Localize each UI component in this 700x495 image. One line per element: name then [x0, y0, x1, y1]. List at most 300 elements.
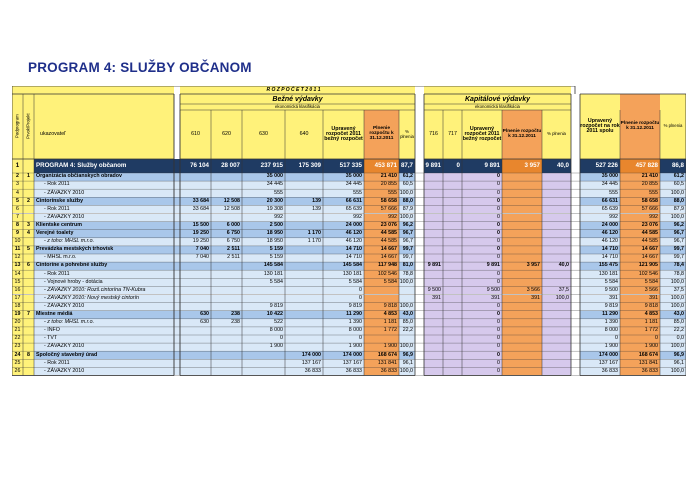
cell-pp — [23, 181, 34, 189]
cell-n: 12 — [12, 254, 23, 262]
cell-kp — [502, 351, 542, 359]
cell-sp: 391 — [620, 295, 660, 303]
cell-v640 — [285, 335, 323, 343]
cell-label: - Rok 2011 — [34, 270, 180, 278]
cell-label: - ZÁVAZKY 2010 — [34, 303, 180, 311]
cell-v620 — [211, 189, 242, 197]
cell-su: 0 — [580, 335, 620, 343]
cell-v610: 33 684 — [180, 197, 211, 205]
cell-v630: 5 584 — [242, 278, 285, 286]
cell-v640: 36 833 — [285, 367, 323, 375]
cell-v716 — [424, 254, 443, 262]
header-prvok: Prvok/Projekt — [25, 113, 31, 140]
cell-v630: 9 819 — [242, 303, 285, 311]
cell-su: 137 167 — [580, 359, 620, 367]
cell-bp: 5 584 — [364, 278, 399, 286]
header-bezne: Bežné výdavky — [272, 95, 323, 103]
cell-ku: 0 — [462, 367, 502, 375]
cell-v620 — [211, 343, 242, 351]
cell-ku: 0 — [462, 359, 502, 367]
cell-bu: 0 — [323, 286, 364, 294]
cell-n: 6 — [12, 205, 23, 213]
column-gap — [415, 86, 424, 376]
cell-bpct: 87,9 — [399, 205, 415, 213]
cell-v610 — [180, 189, 211, 197]
cell-v717 — [443, 214, 462, 222]
cell-label: Prevádzka mestských trhovísk — [34, 246, 180, 254]
cell-v716 — [424, 238, 443, 246]
cell-spct: 100,0 — [660, 295, 686, 303]
cell-spct: 96,9 — [660, 351, 686, 359]
cell-ku: 0 — [462, 319, 502, 327]
cell-v620 — [211, 295, 242, 303]
cell-n: 14 — [12, 270, 23, 278]
cell-v717 — [443, 262, 462, 270]
cell-v630: 555 — [242, 189, 285, 197]
cell-bp: 44 585 — [364, 238, 399, 246]
header-ek-klas-bezne: ekonomická klasifikácia — [275, 104, 320, 109]
cell-v630 — [242, 367, 285, 375]
cell-v610: 630 — [180, 319, 211, 327]
cell-v610 — [180, 359, 211, 367]
cell-v620: 238 — [211, 311, 242, 319]
cell-v640 — [285, 262, 323, 270]
cell-v716 — [424, 173, 443, 181]
cell-v640 — [285, 327, 323, 335]
cell-v716 — [424, 278, 443, 286]
cell-bp: 9 818 — [364, 303, 399, 311]
cell-bu: 11 290 — [323, 311, 364, 319]
cell-label: - z toho: MHSL m.r.o. — [34, 238, 180, 246]
cell-bp — [364, 335, 399, 343]
cell-bp: 1 181 — [364, 319, 399, 327]
cell-sp: 102 546 — [620, 270, 660, 278]
cell-kp: 391 — [502, 295, 542, 303]
cell-v620: 12 508 — [211, 205, 242, 213]
cell-pp — [23, 238, 34, 246]
cell-v630: 522 — [242, 319, 285, 327]
cell-v630: 20 300 — [242, 197, 285, 205]
cell-n: 19 — [12, 311, 23, 319]
cell-su: 1 390 — [580, 319, 620, 327]
cell-v620: 6 750 — [211, 230, 242, 238]
cell-label: Organizácia občianskych obradov — [34, 173, 180, 181]
cell-kp — [502, 214, 542, 222]
cell-kpct: 100,0 — [542, 295, 571, 303]
cell-v620: 6 750 — [211, 238, 242, 246]
cell-spct: 99,7 — [660, 254, 686, 262]
cell-kp — [502, 278, 542, 286]
cell-pp: 3 — [23, 222, 34, 230]
cell-v610 — [180, 173, 211, 181]
cell-v620 — [211, 359, 242, 367]
cell-v716 — [424, 214, 443, 222]
page-title: PROGRAM 4: SLUŽBY OBČANOM — [28, 60, 252, 75]
cell-bp: 21 410 — [364, 173, 399, 181]
cell-v640 — [285, 222, 323, 230]
cell-sp: 1 900 — [620, 343, 660, 351]
cell-n: 21 — [12, 327, 23, 335]
cell-kp — [502, 189, 542, 197]
cell-v610: 15 500 — [180, 222, 211, 230]
cell-v620: 28 007 — [211, 159, 242, 173]
cell-kpct — [542, 335, 571, 343]
cell-pp — [23, 303, 34, 311]
cell-v630: 18 950 — [242, 230, 285, 238]
cell-sp: 457 828 — [620, 159, 660, 173]
cell-kp: 3 957 — [502, 262, 542, 270]
cell-spct: 96,2 — [660, 222, 686, 230]
cell-su: 174 000 — [580, 351, 620, 359]
cell-pp — [23, 319, 34, 327]
cell-v610: 76 104 — [180, 159, 211, 173]
cell-v640: 175 309 — [285, 159, 323, 173]
cell-n: 18 — [12, 303, 23, 311]
cell-label: - ZÁVAZKY 2010: Rozš.cintorína TN-Kubra — [34, 286, 180, 294]
cell-label: - ZÁVAZKY 2010 — [34, 343, 180, 351]
cell-v717 — [443, 286, 462, 294]
cell-v716: 9 891 — [424, 262, 443, 270]
cell-su: 1 900 — [580, 343, 620, 351]
cell-bpct: 99,7 — [399, 246, 415, 254]
header-kapitalove: Kapitálové výdavky — [465, 95, 530, 103]
cell-n: 4 — [12, 189, 23, 197]
cell-sp: 5 584 — [620, 278, 660, 286]
cell-kpct — [542, 222, 571, 230]
cell-v620 — [211, 270, 242, 278]
cell-v717 — [443, 173, 462, 181]
cell-ku: 0 — [462, 351, 502, 359]
cell-kpct — [542, 254, 571, 262]
cell-kpct — [542, 181, 571, 189]
cell-v716 — [424, 343, 443, 351]
cell-v620: 6 000 — [211, 222, 242, 230]
cell-bpct: 88,0 — [399, 197, 415, 205]
cell-bu: 0 — [323, 295, 364, 303]
cell-v610 — [180, 351, 211, 359]
cell-bpct: 100,0 — [399, 343, 413, 350]
cell-v717 — [443, 222, 462, 230]
cell-label: Klientske centrum — [34, 222, 180, 230]
cell-kp — [502, 254, 542, 262]
cell-v716 — [424, 189, 443, 197]
cell-v620 — [211, 327, 242, 335]
cell-sp: 14 667 — [620, 246, 660, 254]
cell-spct: 96,1 — [660, 359, 686, 367]
cell-spct: 96,7 — [660, 230, 686, 238]
cell-v717 — [443, 303, 462, 311]
cell-ku: 9 500 — [462, 286, 502, 294]
cell-kp — [502, 335, 542, 343]
cell-n: 16 — [12, 286, 23, 294]
cell-v630: 5 159 — [242, 254, 285, 262]
cell-su: 14 710 — [580, 254, 620, 262]
cell-v716 — [424, 303, 443, 311]
cell-kpct — [542, 367, 571, 375]
cell-bp: 1 772 — [364, 327, 399, 335]
cell-v717 — [443, 367, 462, 375]
cell-sp: 1 772 — [620, 327, 660, 335]
cell-su: 46 120 — [580, 238, 620, 246]
cell-label: - Rok 2011 — [34, 359, 180, 367]
cell-label: - ZÁVAZKY 2010 — [34, 367, 180, 375]
cell-bu: 14 710 — [323, 254, 364, 262]
cell-v610 — [180, 335, 211, 343]
cell-bp: 14 667 — [364, 246, 399, 254]
cell-ku: 0 — [462, 197, 502, 205]
cell-bu: 517 335 — [323, 159, 364, 173]
cell-kp — [502, 246, 542, 254]
cell-bpct: 81,0 — [399, 262, 415, 270]
cell-pp — [23, 343, 34, 351]
cell-kpct — [542, 173, 571, 181]
cell-v630: 992 — [242, 214, 285, 222]
cell-v716 — [424, 222, 443, 230]
cell-n: 9 — [12, 230, 23, 238]
cell-v717 — [443, 278, 462, 286]
cell-label: - MHSL m.r.o. — [34, 254, 180, 262]
cell-v640 — [285, 246, 323, 254]
cell-v620: 238 — [211, 319, 242, 327]
cell-pp: 4 — [23, 230, 34, 238]
cell-spct: 96,7 — [660, 238, 686, 246]
cell-sp: 121 905 — [620, 262, 660, 270]
cell-v717 — [443, 181, 462, 189]
cell-v630: 18 950 — [242, 238, 285, 246]
cell-su: 24 000 — [580, 222, 620, 230]
cell-label: - Rok 2011 — [34, 181, 180, 189]
cell-spct: 99,7 — [660, 246, 686, 254]
cell-bu: 66 631 — [323, 197, 364, 205]
cell-kpct — [542, 327, 571, 335]
cell-bpct: 96,2 — [399, 222, 415, 230]
cell-n: 24 — [12, 351, 23, 359]
cell-v717 — [443, 295, 462, 303]
cell-n: 20 — [12, 319, 23, 327]
cell-bp: 1 900 — [364, 343, 399, 351]
cell-kpct — [542, 205, 571, 213]
cell-pp — [23, 278, 34, 286]
cell-bp: 14 667 — [364, 254, 399, 262]
header-rozpocet: R O Z P O Č E T 2 0 1 1 — [12, 86, 575, 94]
cell-sp: 3 566 — [620, 286, 660, 294]
cell-v620: 12 508 — [211, 197, 242, 205]
cell-pp: 1 — [23, 173, 34, 181]
cell-n: 15 — [12, 278, 23, 286]
cell-spct: 85,0 — [660, 319, 686, 327]
cell-ku: 0 — [462, 205, 502, 213]
cell-v640: 139 — [285, 197, 323, 205]
cell-pp: 7 — [23, 311, 34, 319]
cell-ku: 0 — [462, 278, 502, 286]
cell-kp — [502, 359, 542, 367]
cell-spct: 100,0 — [660, 343, 686, 351]
cell-kp: 3 957 — [502, 159, 542, 173]
cell-sp: 20 855 — [620, 181, 660, 189]
cell-kpct — [542, 351, 571, 359]
cell-label: - ZÁVAZKY 2010: Nový mestský cintorín — [34, 295, 180, 303]
cell-ku: 0 — [462, 181, 502, 189]
cell-sp: 1 181 — [620, 319, 660, 327]
cell-n: 7 — [12, 214, 23, 222]
cell-bu: 46 120 — [323, 230, 364, 238]
cell-su: 130 181 — [580, 270, 620, 278]
cell-v716 — [424, 181, 443, 189]
cell-v640: 1 170 — [285, 230, 323, 238]
cell-sp: 131 841 — [620, 359, 660, 367]
header-716: 716 — [429, 130, 438, 137]
cell-sp: 4 853 — [620, 311, 660, 319]
cell-v716 — [424, 230, 443, 238]
cell-v716: 391 — [424, 295, 443, 303]
cell-su: 65 639 — [580, 205, 620, 213]
cell-v640 — [285, 319, 323, 327]
cell-kpct — [542, 270, 571, 278]
cell-v717 — [443, 238, 462, 246]
cell-label: - z toho: MHSL m.r.o. — [34, 319, 180, 327]
cell-v610 — [180, 367, 211, 375]
cell-v640 — [285, 343, 323, 351]
cell-bpct: 87,7 — [399, 159, 415, 173]
cell-sp: 58 658 — [620, 197, 660, 205]
cell-bpct: 100,0 — [399, 278, 413, 285]
cell-v716 — [424, 327, 443, 335]
cell-sp: 21 410 — [620, 173, 660, 181]
cell-su: 35 000 — [580, 173, 620, 181]
cell-bp: 57 666 — [364, 205, 399, 213]
cell-v716 — [424, 351, 443, 359]
cell-bp: 117 948 — [364, 262, 399, 270]
cell-kpct — [542, 359, 571, 367]
cell-n: 23 — [12, 343, 23, 351]
header-640: 640 — [299, 130, 309, 137]
cell-pp — [23, 327, 34, 335]
cell-v640: 139 — [285, 205, 323, 213]
cell-bu: 130 181 — [323, 270, 364, 278]
header-717: 717 — [448, 130, 457, 137]
cell-bpct: 96,1 — [399, 359, 415, 367]
cell-v620: 2 511 — [211, 246, 242, 254]
cell-v640 — [285, 214, 323, 222]
cell-label: - TVT — [34, 335, 180, 343]
cell-ku: 9 891 — [462, 159, 502, 173]
cell-n: 8 — [12, 222, 23, 230]
cell-kpct — [542, 319, 571, 327]
header-plnenie-spolu: Plnenie rozpočtu k 31.12.2011 — [620, 120, 660, 131]
cell-pp: 6 — [23, 262, 34, 270]
cell-ku: 0 — [462, 214, 502, 222]
cell-su: 992 — [580, 214, 620, 222]
cell-label: - Rok 2011 — [34, 205, 180, 213]
cell-v640 — [285, 173, 323, 181]
cell-v717 — [443, 230, 462, 238]
cell-v610 — [180, 295, 211, 303]
header-podprogram: Podprogram — [14, 114, 20, 139]
header-upraveny-spolu: Upravený rozpočet na rok 2011 spolu — [580, 117, 620, 135]
cell-bu: 34 445 — [323, 181, 364, 189]
cell-v716 — [424, 335, 443, 343]
cell-v640 — [285, 270, 323, 278]
cell-pp — [23, 270, 34, 278]
cell-n: 17 — [12, 295, 23, 303]
cell-bu: 137 167 — [323, 359, 364, 367]
cell-n: 5 — [12, 197, 23, 205]
cell-sp: 992 — [620, 214, 660, 222]
cell-kp: 3 566 — [502, 286, 542, 294]
cell-v630: 10 422 — [242, 311, 285, 319]
cell-v717 — [443, 246, 462, 254]
cell-kp — [502, 230, 542, 238]
cell-kpct — [542, 238, 571, 246]
cell-sp: 57 666 — [620, 205, 660, 213]
cell-kpct: 37,5 — [542, 286, 571, 294]
cell-v630: 2 500 — [242, 222, 285, 230]
cell-v716 — [424, 367, 443, 375]
header-plnenie-kap: Plnenie rozpočtu k 31.12.2011 — [502, 128, 542, 139]
cell-v610: 19 250 — [180, 230, 211, 238]
cell-bpct: 96,9 — [399, 351, 415, 359]
cell-bpct — [399, 335, 415, 343]
header-620: 620 — [222, 130, 231, 137]
cell-v640 — [285, 254, 323, 262]
cell-v620 — [211, 286, 242, 294]
cell-kpct — [542, 278, 571, 286]
cell-su: 36 833 — [580, 367, 620, 375]
cell-label: Cintorínske služby — [34, 197, 180, 205]
cell-pp — [23, 214, 34, 222]
cell-spct: 100,0 — [660, 214, 686, 222]
cell-spct: 60,5 — [660, 181, 686, 189]
cell-bu: 1 390 — [323, 319, 364, 327]
cell-su: 8 000 — [580, 327, 620, 335]
cell-v610 — [180, 343, 211, 351]
cell-label: - Vojnové hroby - dotácia — [34, 278, 180, 286]
cell-pp — [23, 205, 34, 213]
cell-pp — [23, 254, 34, 262]
header-upraveny-kap: Upravený rozpočet 2011 bežný rozpočet — [462, 125, 502, 143]
cell-v716 — [424, 319, 443, 327]
cell-ku: 0 — [462, 311, 502, 319]
cell-bu: 555 — [323, 189, 364, 197]
cell-sp: 44 585 — [620, 238, 660, 246]
cell-bu: 35 000 — [323, 173, 364, 181]
cell-v630: 237 915 — [242, 159, 285, 173]
cell-bp: 131 841 — [364, 359, 399, 367]
cell-kpct: 40,0 — [542, 159, 571, 173]
cell-ku: 0 — [462, 343, 502, 351]
budget-table — [12, 86, 686, 380]
cell-bp: 992 — [364, 214, 399, 222]
cell-pp — [23, 367, 34, 375]
cell-v630: 1 900 — [242, 343, 285, 351]
cell-su: 66 631 — [580, 197, 620, 205]
cell-v716: 9 891 — [424, 159, 443, 173]
cell-su: 391 — [580, 295, 620, 303]
header-ek-klas-kap: ekonomická klasifikácia — [475, 104, 520, 109]
cell-kpct — [542, 303, 571, 311]
cell-spct: 78,8 — [660, 270, 686, 278]
cell-bp: 555 — [364, 189, 399, 197]
cell-su: 5 584 — [580, 278, 620, 286]
cell-v717 — [443, 205, 462, 213]
cell-v640 — [285, 311, 323, 319]
cell-v630: 19 308 — [242, 205, 285, 213]
cell-v716 — [424, 270, 443, 278]
cell-bpct: 96,7 — [399, 238, 415, 246]
header-pct-kap: % plnenia — [547, 131, 566, 137]
cell-bu: 9 819 — [323, 303, 364, 311]
cell-spct: 61,2 — [660, 173, 686, 181]
